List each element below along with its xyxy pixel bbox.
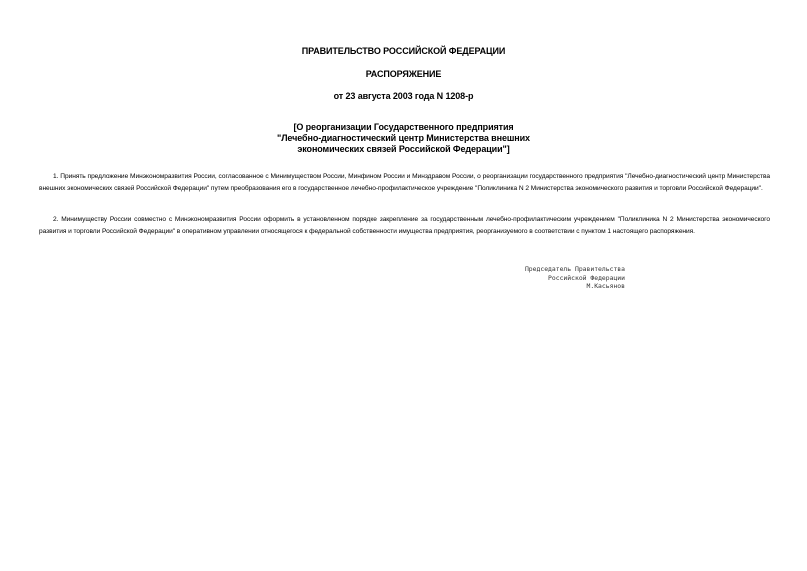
- issuer-heading: ПРАВИТЕЛЬСТВО РОССИЙСКОЙ ФЕДЕРАЦИИ: [301, 46, 506, 56]
- signatory-position: Председатель Правительства: [524, 265, 625, 273]
- signature-block: [480, 265, 625, 291]
- paragraph-2: 2. Минимуществу России совместно с Минэкономразвития России оформить в установленном порядке закрепление за государственным лечебно-профилактическим учреждением "Поликлиника N 2 Министерства экономического развития и торговли Российской Федерации" в оперативном управлении относящегося к федеральной собственности имущества предприятия, реорганизуемого в соответствии с пунктом 1 настоящего распоряжения.: [39, 216, 770, 235]
- signatory-name: М.Касьянов: [586, 282, 625, 290]
- signatory-position-country: Российской Федерации: [548, 273, 625, 282]
- document-title: [0, 122, 807, 155]
- document-title-line: [О реорганизации Государственного предприятия: [293, 122, 514, 132]
- document-date-number: от 23 августа 2003 года N 1208-р: [333, 91, 474, 101]
- document-title-line: "Лечебно-диагностический центр Министерства внешних: [277, 133, 530, 143]
- document-type-heading: РАСПОРЯЖЕНИЕ: [365, 69, 442, 79]
- document-title-line: экономических связей Российской Федерации"]: [297, 144, 510, 154]
- paragraph-1: 1. Принять предложение Минэкономразвития России, согласованное с Минимуществом России, Минфином России и Минздравом России, о реорганизации государственного предприятия "Лечебно-диагностический центр Министерства внешних экономических связей Российской Федерации" путем преобразования его в государственное лечебно-профилактическое учреждение "Поликлиника N 2 Министерства экономического развития и торговли Российской Федерации".: [39, 173, 770, 192]
